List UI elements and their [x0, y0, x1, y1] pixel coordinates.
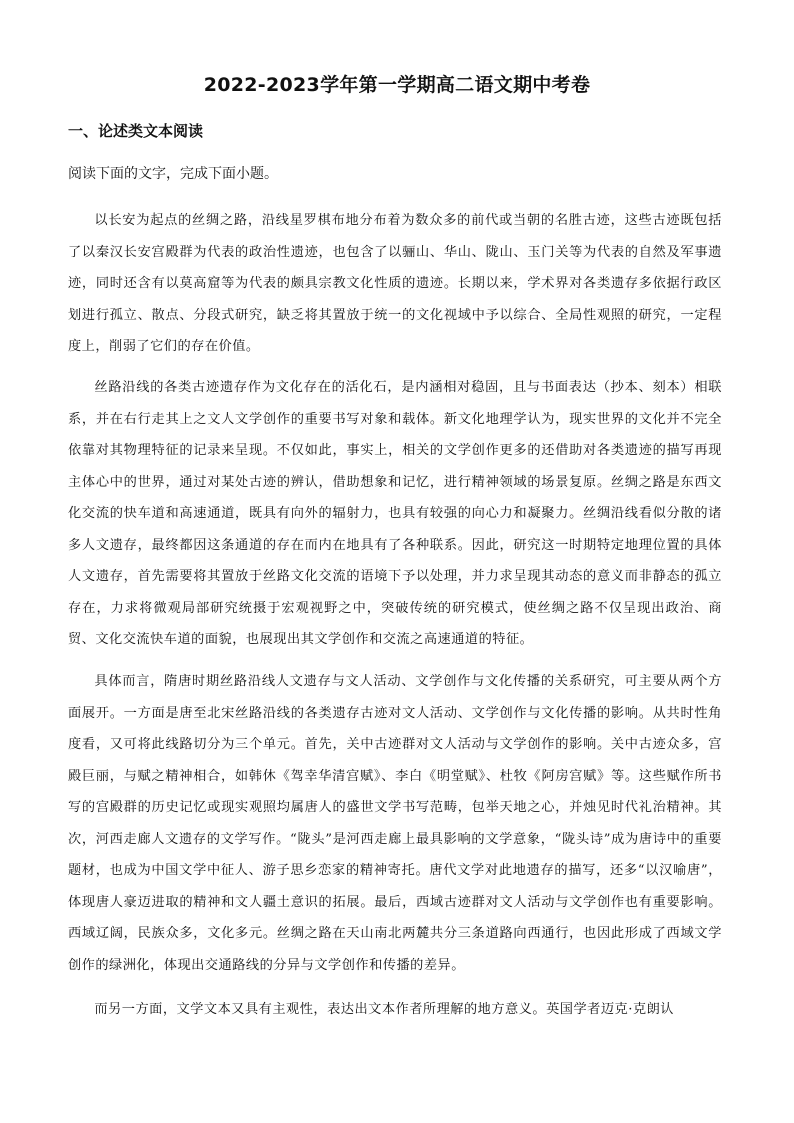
- paragraph-2: 丝路沿线的各类古迹遗存作为文化存在的活化石，是内涵相对稳固，且与书面表达（抄本、刻本）相联系，并在右行走其上之文人文学创作的重要书写对象和载体。新文化地理学认为，现实世界的文化并不完全依靠对其物理特征的记录来呈现。不仅如此，事实上，相关的文学创作更多的还借助对各类遗迹的描写再现主体心中的世界，通过对某处古迹的辨认，借助想象和记忆，进行精神领域的场景复原。丝绸之路是东西文化交流的快车道和高速通道，既具有向外的辐射力，也具有较强的向心力和凝聚力。丝绸沿线看似分散的诸多人文遗存，最终都因这条通道的存在而内在地具有了各种联系。因此，研究这一时期特定地理位置的具体人文遗存，首先需要将其置放于丝路文化交流的语境下予以处理，并力求呈现其动态的意义而非静态的孤立存在，力求将微观局部研究统摄于宏观视野之中，突破传统的研究模式，使丝绸之路不仅呈现出政治、商贸、文化交流快车道的面貌，也展现出其文学创作和交流之高速通道的特征。: [68, 380, 722, 647]
- paragraph-4: 而另一方面，文学文本又具有主观性，表达出文本作者所理解的地方意义。英国学者迈克·克朗认: [94, 1002, 674, 1017]
- paragraph-1: 以长安为起点的丝绸之路，沿线星罗棋布地分布着为数众多的前代或当朝的名胜古迹，这些古迹既包括了以秦汉长安宫殿群为代表的政治性遗迹，也包含了以骊山、华山、陇山、玉门关等为代表的自然及军事遗迹，同时还含有以莫高窟等为代表的颇具宗教文化性质的遗迹。长期以来，学术界对各类遗存多依据行政区划进行孤立、散点、分段式研究，缺乏将其置放于统一的文化视域中予以综合、全局性观照的研究，一定程度上，削弱了它们的存在价值。: [68, 213, 722, 354]
- reading-instruction: 阅读下面的文字，完成下面小题。: [68, 166, 278, 182]
- page-title: 2022-2023学年第一学期高二语文期中考卷: [203, 74, 591, 96]
- paragraph-3: 具体而言，隋唐时期丝路沿线人文遗存与文人活动、文学创作与文化传播的关系研究，可主要从两个方面展开。一方面是唐至北宋丝路沿线的各类遗存古迹对文人活动、文学创作与文化传播的影响。从共时性角度看，又可将此线路切分为三个单元。首先，关中古迹群对文人活动与文学创作的影响。关中古迹众多，宫殿巨丽，与赋之精神相合，如韩休《驾幸华清宫赋》、李白《明堂赋》、杜牧《阿房宫赋》等。这些赋作所书写的宫殿群的历史记忆或现实观照均属唐人的盛世文学书写范畴，包举天地之心，并烛见时代礼治精神。其次，河西走廊人文遗存的文学写作。“陇头”是河西走廊上最具影响的文学意象，“陇头诗”成为唐诗中的重要题材，也成为中国文学中征人、游子思乡恋家的精神寄托。唐代文学对此地遗存的描写，还多“以汉喻唐”，体现唐人豪迈进取的精神和文人疆土意识的拓展。最后，西域古迹群对文人活动与文学创作也有重要影响。西域辽阔，民族众多，文化多元。丝绸之路在天山南北两麓共分三条道路向西通行，也因此形成了西域文学创作的绿洲化，体现出交通路线的分异与文学创作和传播的差异。: [68, 674, 722, 973]
- section-heading: 一、论述类文本阅读: [68, 122, 204, 140]
